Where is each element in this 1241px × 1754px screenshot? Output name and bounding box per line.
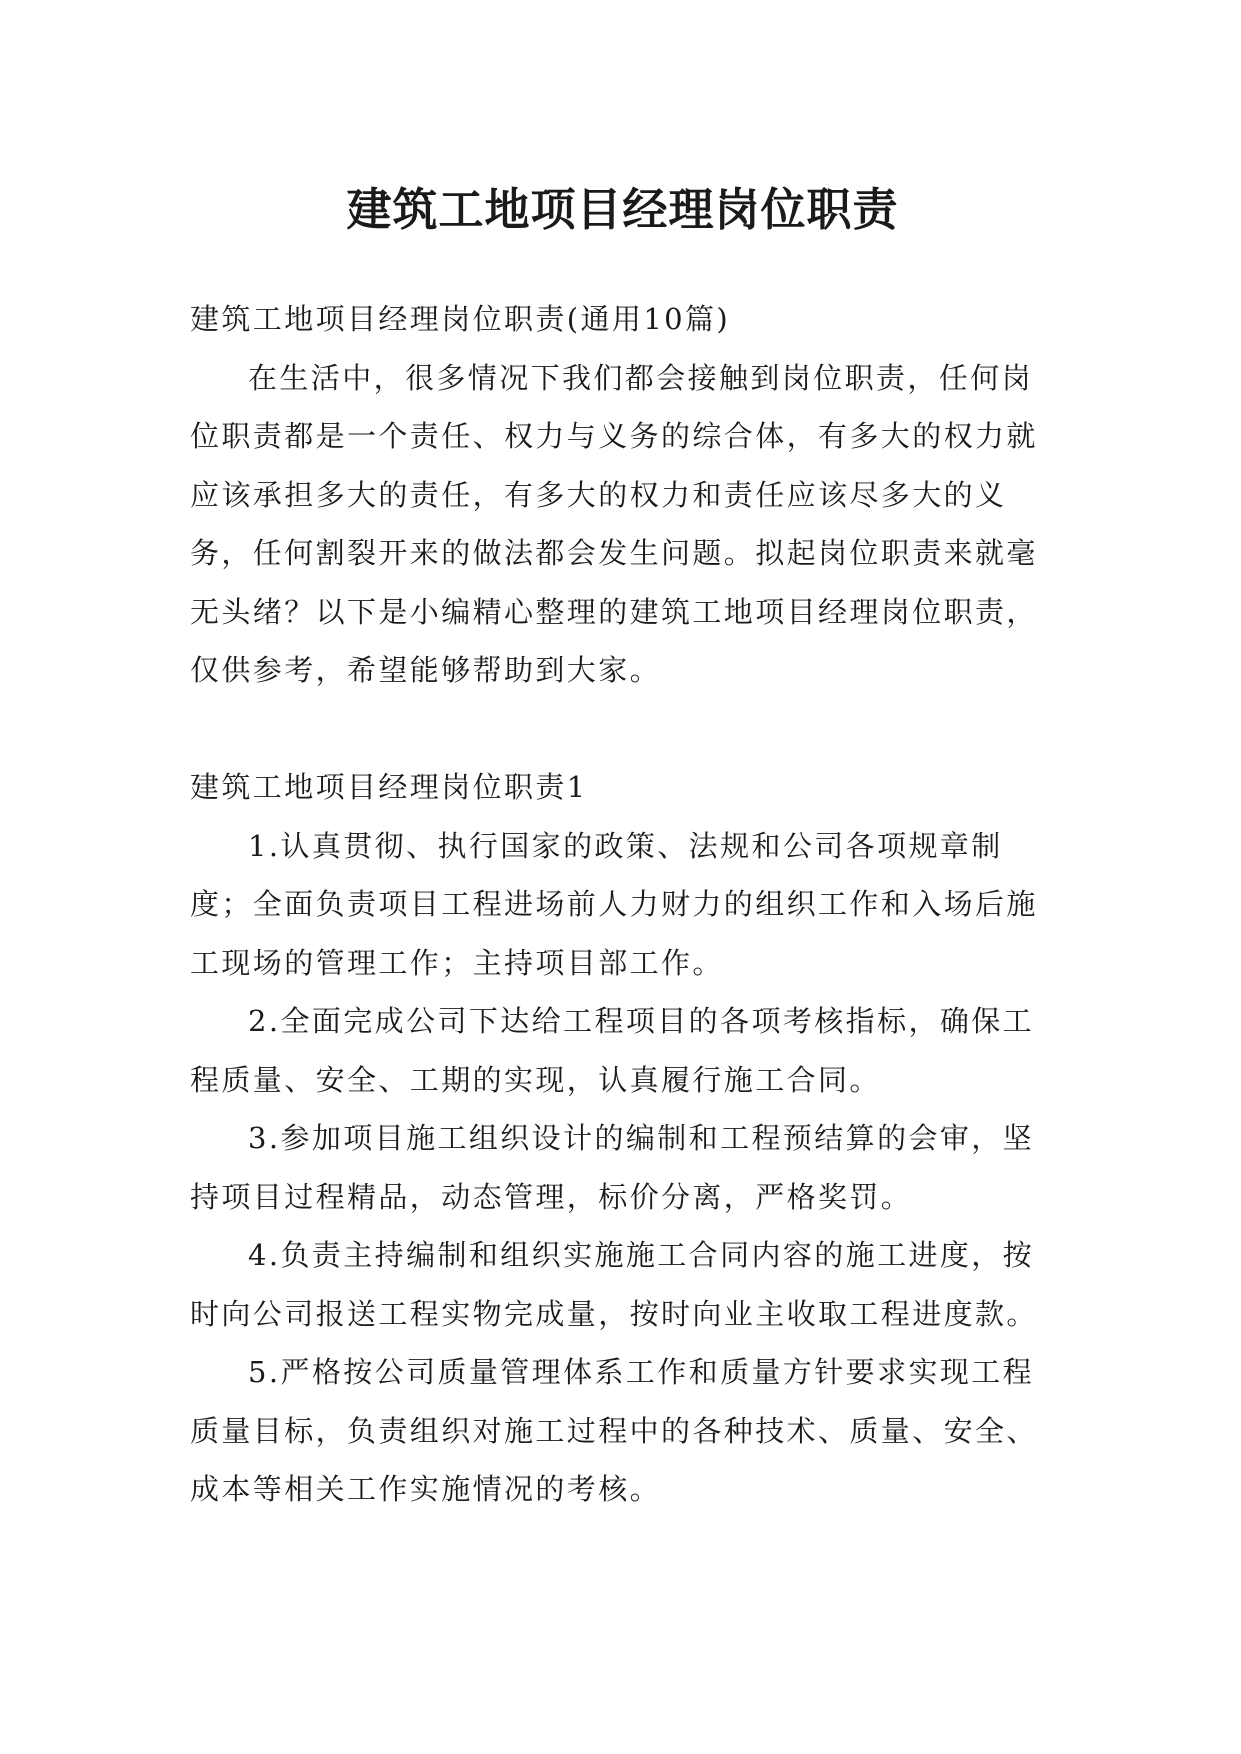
duty-item-2: 2.全面完成公司下达给工程项目的各项考核指标，确保工程质量、安全、工期的实现，认真履行施工合同。	[190, 1004, 1035, 1097]
duty-item-5: 5.严格按公司质量管理体系工作和质量方针要求实现工程质量目标，负责组织对施工过程中的各种技术、质量、安全、成本等相关工作实施情况的考核。	[190, 1355, 1038, 1506]
document-subtitle: 建筑工地项目经理岗位职责(通用10篇)	[190, 302, 731, 336]
duty-item-3: 3.参加项目施工组织设计的编制和工程预结算的会审，坚持项目过程精品，动态管理，标价分离，严格奖罚。	[190, 1121, 1035, 1214]
document-body	[190, 290, 1055, 1519]
paragraph-gap	[190, 700, 1055, 759]
duty-item-4: 4.负责主持编制和组织实施施工合同内容的施工进度，按时向公司报送工程实物完成量，按时向业主收取工程进度款。	[190, 1238, 1038, 1331]
intro-paragraph: 在生活中，很多情况下我们都会接触到岗位职责，任何岗位职责都是一个责任、权力与义务的综合体，有多大的权力就应该承担多大的责任，有多大的权力和责任应该尽多大的义务，任何割裂开来的做法都会发生问题。拟起岗位职责来就毫无头绪？以下是小编精心整理的建筑工地项目经理岗位职责，仅供参考，希望能够帮助到大家。	[190, 360, 1038, 687]
document-title: 建筑工地项目经理岗位职责	[346, 183, 899, 237]
section-heading: 建筑工地项目经理岗位职责1	[190, 770, 588, 804]
duty-item-1: 1.认真贯彻、执行国家的政策、法规和公司各项规章制度；全面负责项目工程进场前人力财力的组织工作和入场后施工现场的管理工作；主持项目部工作。	[190, 828, 1038, 980]
